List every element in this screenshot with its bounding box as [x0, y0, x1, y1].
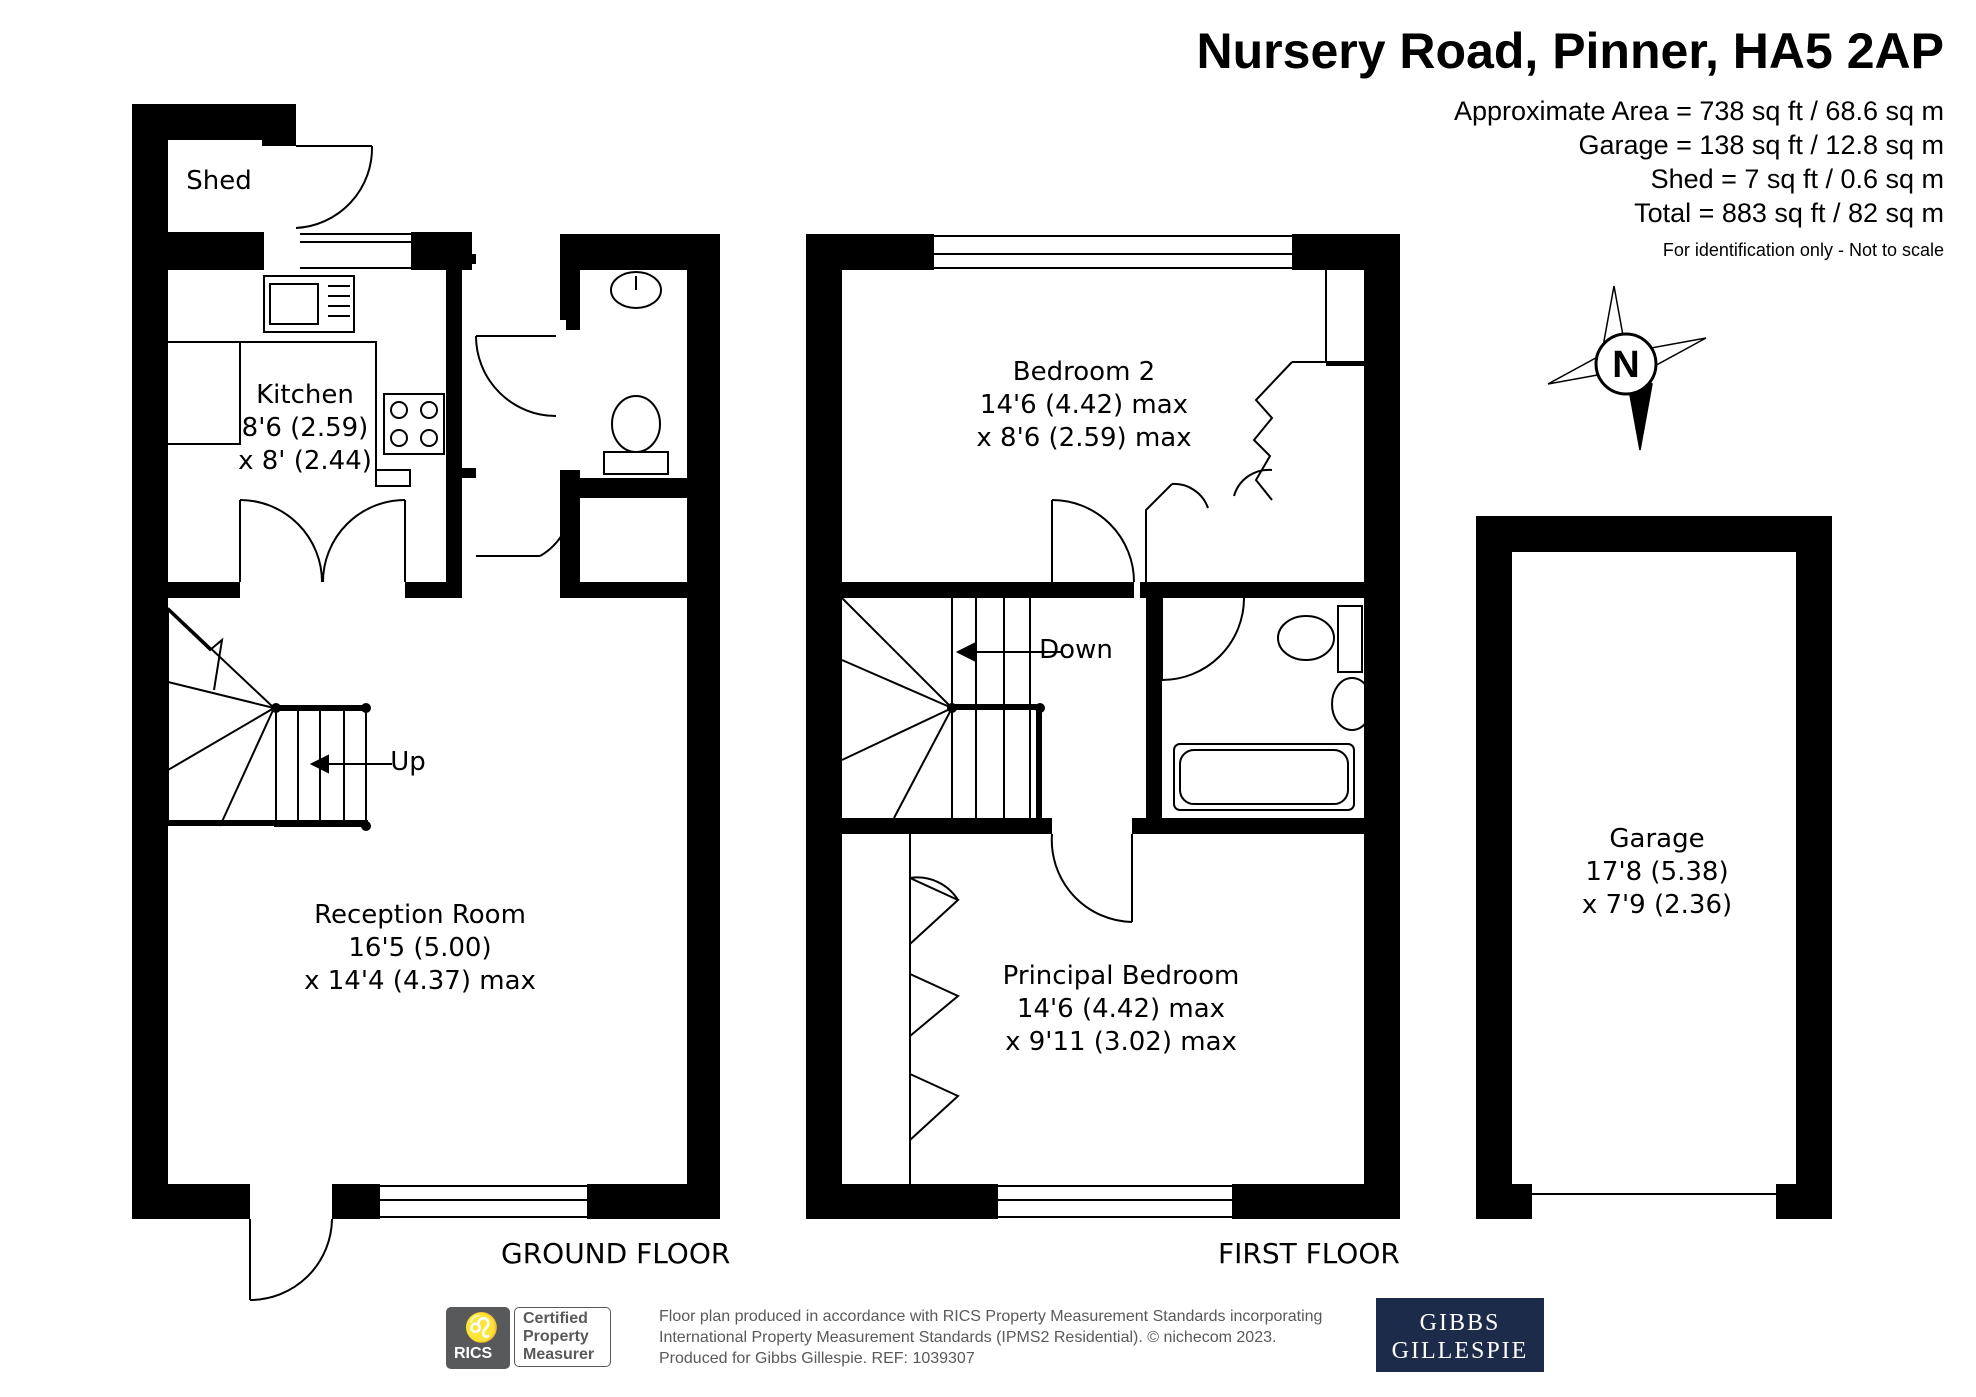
rics-certified-badge [446, 1307, 611, 1369]
stairs-down-label: Down [1039, 635, 1113, 665]
principal-dim2: x 9'11 (3.02) max [1005, 1027, 1237, 1057]
kitchen-name: Kitchen [256, 380, 354, 410]
kitchen-dim1: 8'6 (2.59) [241, 413, 369, 443]
property-title: Nursery Road, Pinner, HA5 2AP [1196, 23, 1944, 79]
approximate-area: Approximate Area = 738 sq ft / 68.6 sq m [1453, 96, 1944, 126]
garage-dim2: x 7'9 (2.36) [1581, 890, 1733, 920]
reception-room-label [304, 899, 536, 998]
shed-label: Shed [186, 166, 252, 196]
bedroom-2-dim1: 14'6 (4.42) max [979, 390, 1189, 420]
ground-floor-label: GROUND FLOOR [501, 1237, 731, 1270]
bedroom-2-label [976, 356, 1191, 455]
logo-line-2: GILLESPIE [1391, 1338, 1529, 1364]
certified-measurer-box [514, 1307, 611, 1367]
shed-area: Shed = 7 sq ft / 0.6 sq m [1650, 164, 1944, 194]
garage-name: Garage [1609, 824, 1705, 854]
kitchen-dim2: x 8' (2.44) [238, 446, 372, 476]
principal-bedroom-label [1003, 960, 1240, 1059]
footer-line-3: Produced for Gibbs Gillespie. REF: 1039307 [659, 1350, 975, 1367]
footer-line-1: Floor plan produced in accordance with RICS Property Measurement Standards incorporating [659, 1308, 1323, 1325]
kitchen-label [238, 379, 372, 478]
cert-line-3: Measurer [523, 1346, 595, 1363]
cert-line-2: Property [523, 1328, 589, 1345]
logo-line-1: GIBBS [1419, 1310, 1501, 1336]
principal-dim1: 14'6 (4.42) max [1016, 994, 1226, 1024]
ground-stair-dots [168, 703, 371, 831]
footer-line-2: International Property Measurement Standards (IPMS2 Residential). © nichecom 2023. [659, 1329, 1277, 1346]
principal-name: Principal Bedroom [1002, 961, 1240, 991]
garage-area: Garage = 138 sq ft / 12.8 sq m [1578, 130, 1944, 160]
area-summary [1454, 94, 1944, 230]
rics-logo [446, 1307, 510, 1369]
first-floor-label: FIRST FLOOR [1218, 1237, 1400, 1270]
bedroom-2-name: Bedroom 2 [1012, 357, 1156, 387]
cert-line-1: Certified [523, 1310, 588, 1327]
garage-dim1: 17'8 (5.38) [1585, 857, 1729, 887]
ground-floor-fixtures [168, 146, 668, 1300]
footer-disclaimer [659, 1306, 1322, 1369]
rics-word: RICS [454, 1345, 493, 1362]
compass-letter: N [1612, 344, 1640, 386]
garage-label [1582, 823, 1732, 922]
reception-dim2: x 14'4 (4.37) max [304, 966, 536, 996]
reception-dim1: 16'5 (5.00) [348, 933, 492, 963]
identification-note: For identification only - Not to scale [1662, 240, 1944, 260]
lion-icon: ♌ [464, 1312, 499, 1343]
stairs-up-label: Up [390, 747, 426, 777]
reception-name: Reception Room [314, 900, 526, 930]
total-area: Total = 883 sq ft / 82 sq m [1634, 198, 1944, 228]
gibbs-gillespie-logo [1376, 1298, 1544, 1372]
bedroom-2-dim2: x 8'6 (2.59) max [976, 423, 1192, 453]
